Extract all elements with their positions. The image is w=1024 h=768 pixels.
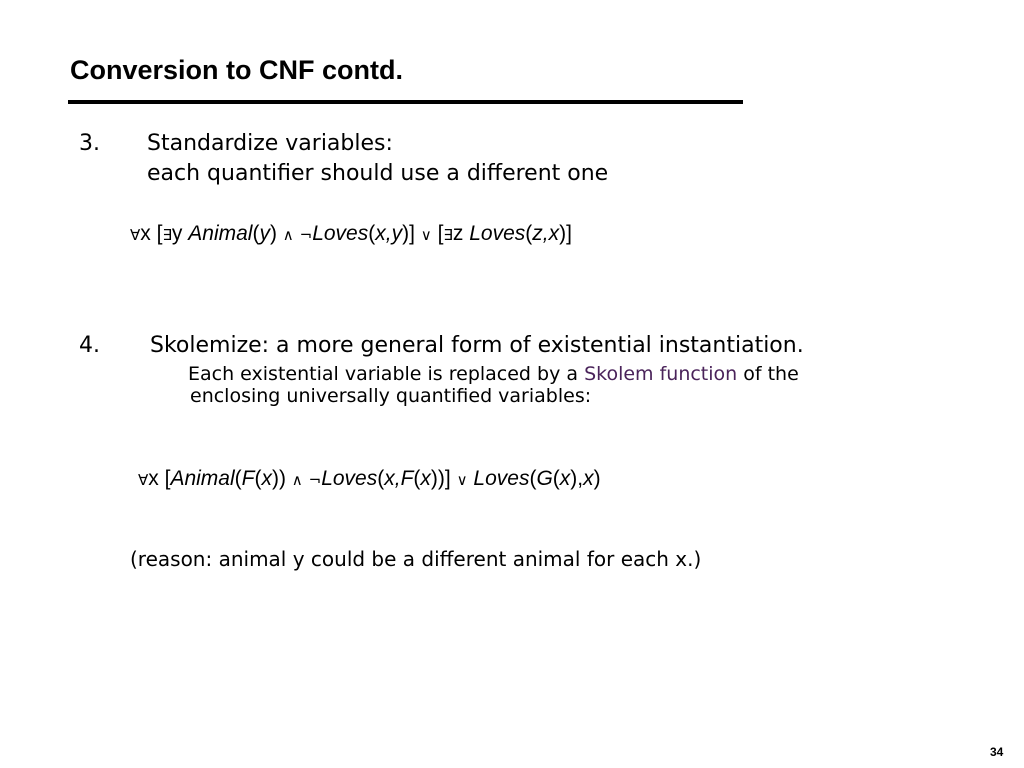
slide-title: Conversion to CNF contd. — [70, 55, 403, 85]
step-4-number: 4. — [79, 333, 100, 358]
predicate-animal: Animal — [188, 222, 253, 245]
formula-text: ) — [593, 467, 601, 490]
variable: x — [420, 467, 431, 490]
skolemized-formula — [138, 465, 601, 494]
formula-text: ( — [234, 467, 242, 490]
step-3-description: each quantifier should use a different one — [147, 161, 609, 186]
or-symbol: ∨ — [456, 471, 468, 489]
formula-text: x [ — [148, 467, 171, 490]
variable: x — [559, 467, 571, 490]
skolem-function-f: F — [241, 467, 255, 490]
predicate-animal: Animal — [170, 467, 235, 490]
forall-symbol: ∀ — [138, 471, 149, 489]
formula-text: ( — [254, 467, 262, 490]
variable: x,y — [375, 222, 403, 245]
page-number: 34 — [990, 745, 1004, 759]
formula-text: ( — [252, 222, 260, 245]
formula-text: )] — [402, 222, 421, 245]
formula-text: )] — [559, 222, 572, 245]
formula-text: ) — [269, 222, 283, 245]
and-symbol: ∧ — [282, 226, 294, 244]
and-symbol: ∧ — [291, 471, 303, 489]
title-underline — [68, 100, 743, 104]
formula-text: ), — [570, 467, 584, 490]
forall-symbol: ∀ — [130, 226, 141, 244]
predicate-loves: Loves — [469, 222, 526, 245]
description-text: Each existential variable is replaced by a — [188, 363, 585, 385]
skolem-function-link[interactable]: Skolem function — [584, 363, 738, 385]
predicate-loves: Loves — [321, 467, 378, 490]
step-4-heading: Skolemize: a more general form of existential instantiation. — [150, 333, 804, 358]
formula-text: ( — [368, 222, 376, 245]
formula-text: ( — [377, 467, 385, 490]
step-4-description-line2: enclosing universally quantified variables: — [190, 385, 592, 407]
variable: x — [583, 467, 594, 490]
formula-text: )) — [271, 467, 292, 490]
step-4-description-line1 — [188, 363, 799, 386]
description-text: of the — [737, 363, 799, 385]
skolem-function-g: G — [536, 467, 553, 490]
formula-text: [ — [431, 222, 444, 245]
variable: x,F — [384, 467, 414, 490]
variable: z,x — [532, 222, 560, 245]
not-symbol: ¬ — [299, 226, 313, 244]
standardized-formula — [130, 220, 572, 249]
exists-symbol: ∃ — [162, 226, 172, 244]
step-3-heading: Standardize variables: — [147, 131, 393, 156]
predicate-loves: Loves — [312, 222, 369, 245]
step-3-number: 3. — [79, 131, 100, 156]
reason-note: (reason: animal y could be a different animal for each x.) — [130, 547, 702, 571]
formula-text: ))] — [430, 467, 457, 490]
not-symbol: ¬ — [308, 471, 322, 489]
formula-text: y — [171, 222, 189, 245]
formula-text: ( — [413, 467, 421, 490]
formula-text: z — [452, 222, 470, 245]
formula-text: ( — [525, 222, 533, 245]
formula-text: ( — [529, 467, 537, 490]
or-symbol: ∨ — [420, 226, 432, 244]
formula-text: ( — [552, 467, 560, 490]
predicate-loves: Loves — [473, 467, 530, 490]
variable: x — [261, 467, 272, 490]
variable: y — [259, 222, 270, 245]
formula-text: x [ — [140, 222, 163, 245]
exists-symbol: ∃ — [443, 226, 453, 244]
